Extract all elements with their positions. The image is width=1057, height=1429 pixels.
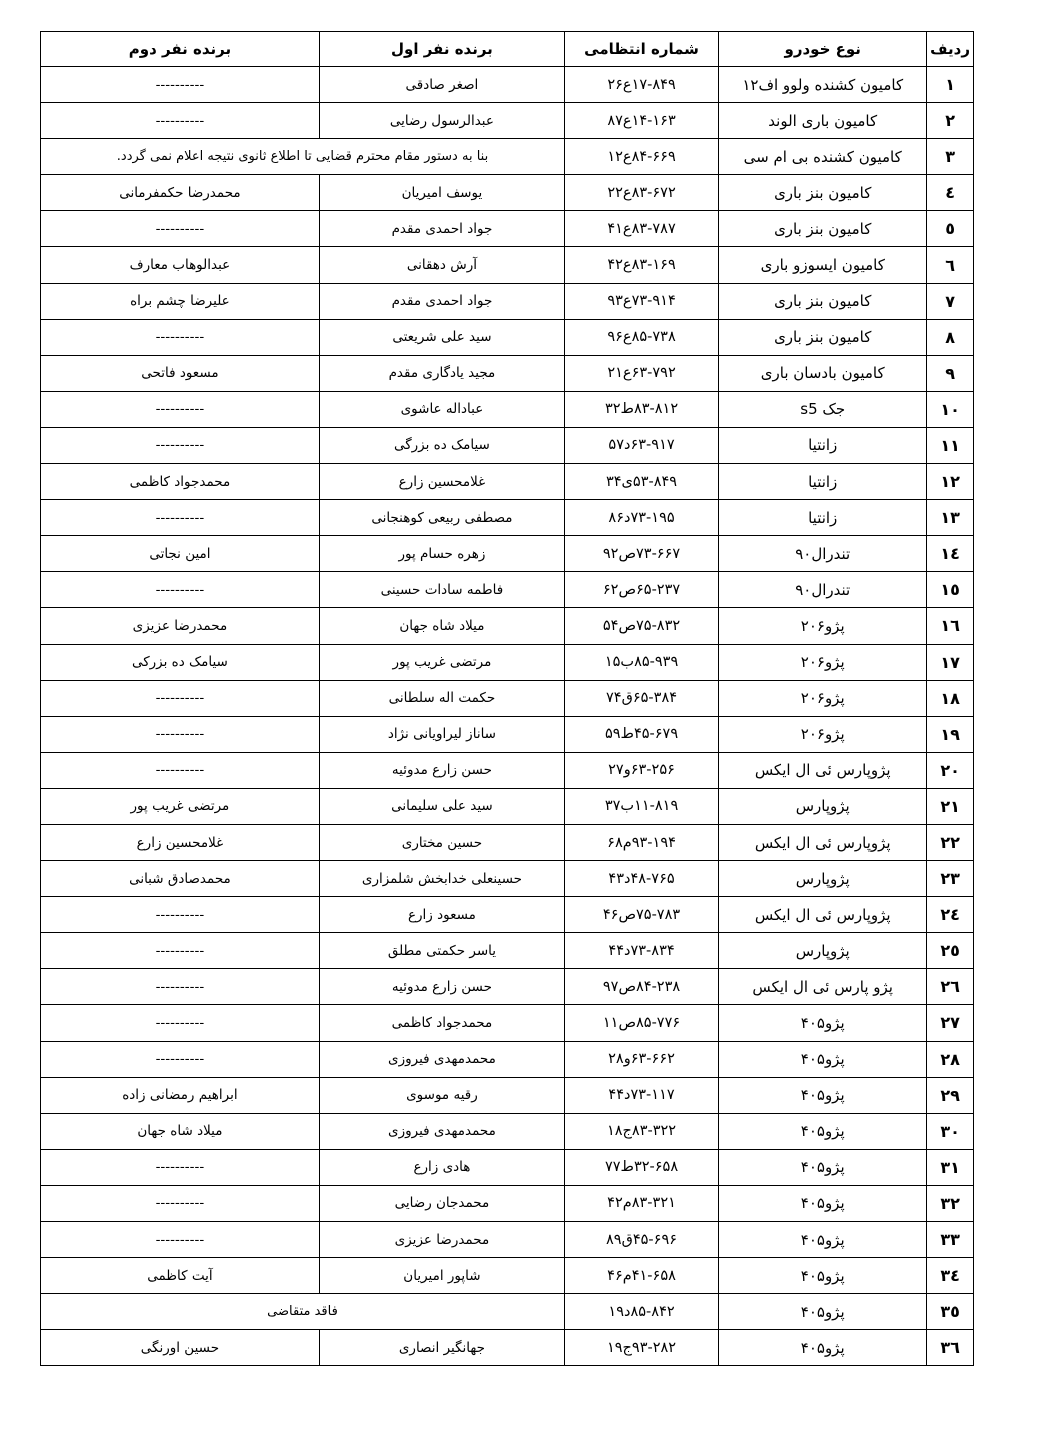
car-type-cell: پژو۴۰۵	[719, 1258, 927, 1294]
second-winner-cell: ----------	[41, 1005, 320, 1041]
plate-number-cell: ۹۳-۲۸۲ج۱۹	[565, 1330, 719, 1366]
car-type-cell: کامیون کشنده ولوو اف۱۲	[719, 67, 927, 103]
table-row	[41, 139, 974, 175]
header-car-type: نوع خودرو	[719, 32, 927, 67]
table-row	[41, 103, 974, 139]
table-row	[41, 752, 974, 788]
row-number: ۲۹	[927, 1077, 974, 1113]
table-row	[41, 391, 974, 427]
first-winner-cell: محمدجواد کاظمی	[319, 1005, 564, 1041]
first-winner-cell: هادی زارع	[319, 1149, 564, 1185]
plate-number-cell: ۷۵-۷۸۳ص۴۶	[565, 897, 719, 933]
row-number: ۱	[927, 67, 974, 103]
row-number: ۹	[927, 355, 974, 391]
first-winner-cell: مجید یادگاری مقدم	[319, 355, 564, 391]
row-number: ٤	[927, 175, 974, 211]
plate-number-cell: ۸۳-۶۷۲ع۲۲	[565, 175, 719, 211]
car-type-cell: پژو۴۰۵	[719, 1185, 927, 1221]
car-type-cell: تندرال۹۰	[719, 536, 927, 572]
car-type-cell: پژوپارس	[719, 788, 927, 824]
car-type-cell: زانتیا	[719, 427, 927, 463]
second-winner-cell: عبدالوهاب معارف	[41, 247, 320, 283]
row-number: ۲۱	[927, 788, 974, 824]
header-plate-number: شماره انتظامی	[565, 32, 719, 67]
car-type-cell: کامیون کشنده بی ام سی	[719, 139, 927, 175]
row-number: ۳۱	[927, 1149, 974, 1185]
table-row	[41, 1185, 974, 1221]
car-type-cell: پژو۴۰۵	[719, 1149, 927, 1185]
table-row	[41, 861, 974, 897]
first-winner-cell: میلاد شاه جهان	[319, 608, 564, 644]
plate-number-cell: ۸۵-۹۳۹ب۱۵	[565, 644, 719, 680]
second-winner-cell: ----------	[41, 933, 320, 969]
car-type-cell: پژو۴۰۵	[719, 1294, 927, 1330]
first-winner-cell: جواد احمدی مقدم	[319, 283, 564, 319]
table-row	[41, 969, 974, 1005]
plate-number-cell: ۱۱-۸۱۹ب۳۷	[565, 788, 719, 824]
row-number: ۲۷	[927, 1005, 974, 1041]
table-row	[41, 464, 974, 500]
plate-number-cell: ۸۳-۳۲۱م۴۲	[565, 1185, 719, 1221]
car-type-cell: پژو پارس ئی ال ایکس	[719, 969, 927, 1005]
second-winner-cell: ----------	[41, 67, 320, 103]
table-row	[41, 427, 974, 463]
first-winner-cell: محمدمهدی فیروزی	[319, 1041, 564, 1077]
plate-number-cell: ۶۳-۷۹۲ع۲۱	[565, 355, 719, 391]
first-winner-cell: حسین مختاری	[319, 824, 564, 860]
first-winner-cell: عبدالرسول رضایی	[319, 103, 564, 139]
table-row	[41, 1294, 974, 1330]
first-winner-cell: مصطفی ربیعی کوهنجانی	[319, 500, 564, 536]
table-row	[41, 824, 974, 860]
first-winner-cell: یاسر حکمتی مطلق	[319, 933, 564, 969]
plate-number-cell: ۶۳-۲۵۶و۲۷	[565, 752, 719, 788]
table-row	[41, 355, 974, 391]
row-number: ۳٤	[927, 1258, 974, 1294]
row-number: ۱۲	[927, 464, 974, 500]
row-number: ۳۰	[927, 1113, 974, 1149]
row-number: ۲۸	[927, 1041, 974, 1077]
plate-number-cell: ۱۷-۸۴۹ع۲۶	[565, 67, 719, 103]
first-winner-cell: جواد احمدی مقدم	[319, 211, 564, 247]
table-row	[41, 933, 974, 969]
first-winner-cell: حکمت اله سلطانی	[319, 680, 564, 716]
table-row	[41, 716, 974, 752]
table-row	[41, 1149, 974, 1185]
plate-number-cell: ۴۵-۶۷۹ط۵۹	[565, 716, 719, 752]
row-number: ۱٦	[927, 608, 974, 644]
row-number: ۱٤	[927, 536, 974, 572]
second-winner-cell: ابراهیم رمضانی زاده	[41, 1077, 320, 1113]
second-winner-cell: غلامحسین زارع	[41, 824, 320, 860]
row-number: ۱۳	[927, 500, 974, 536]
header-first-winner: برنده نفر اول	[319, 32, 564, 67]
car-type-cell: پژوپارس ئی ال ایکس	[719, 897, 927, 933]
car-type-cell: کامیون بنز باری	[719, 283, 927, 319]
row-number: ۲٥	[927, 933, 974, 969]
table-row	[41, 1005, 974, 1041]
row-number: ۲۳	[927, 861, 974, 897]
row-number: ۲٤	[927, 897, 974, 933]
table-row	[41, 788, 974, 824]
first-winner-cell: حسینعلی خدابخش شلمزاری	[319, 861, 564, 897]
first-winner-cell: رقیه موسوی	[319, 1077, 564, 1113]
table-body	[41, 67, 974, 1366]
plate-number-cell: ۸۵-۷۳۸ع۹۶	[565, 319, 719, 355]
row-number: ۱۰	[927, 391, 974, 427]
first-winner-cell: سیامک ده بزرگی	[319, 427, 564, 463]
plate-number-cell: ۸۳-۷۸۷ع۴۱	[565, 211, 719, 247]
car-type-cell: پژو۲۰۶	[719, 644, 927, 680]
plate-number-cell: ۸۳-۳۲۲ج۱۸	[565, 1113, 719, 1149]
row-number: ۳۲	[927, 1185, 974, 1221]
table-row	[41, 897, 974, 933]
first-winner-cell: حسن زارع مدوئیه	[319, 969, 564, 1005]
car-type-cell: زانتیا	[719, 464, 927, 500]
row-number: ۳	[927, 139, 974, 175]
first-winner-cell: عباداله عاشوی	[319, 391, 564, 427]
second-winner-cell: ----------	[41, 1222, 320, 1258]
plate-number-cell: ۶۳-۹۱۷د۵۷	[565, 427, 719, 463]
header-radif: ردیف	[927, 32, 974, 67]
merged-note-cell: فاقد متقاضی	[41, 1294, 565, 1330]
plate-number-cell: ۸۳-۸۱۲ط۳۲	[565, 391, 719, 427]
table-row	[41, 67, 974, 103]
car-type-cell: زانتیا	[719, 500, 927, 536]
car-type-cell: کامیون بنز باری	[719, 319, 927, 355]
second-winner-cell: محمدرضا حکمفرمانی	[41, 175, 320, 211]
plate-number-cell: ۸۵-۷۷۶ص۱۱	[565, 1005, 719, 1041]
plate-number-cell: ۶۵-۲۳۷ص۶۲	[565, 572, 719, 608]
row-number: ۳٦	[927, 1330, 974, 1366]
second-winner-cell: ----------	[41, 1149, 320, 1185]
car-type-cell: پژو۴۰۵	[719, 1041, 927, 1077]
row-number: ۳۳	[927, 1222, 974, 1258]
table-row	[41, 500, 974, 536]
row-number: ۱۷	[927, 644, 974, 680]
plate-number-cell: ۸۴-۲۳۸ص۹۷	[565, 969, 719, 1005]
car-type-cell: تندرال۹۰	[719, 572, 927, 608]
second-winner-cell: ----------	[41, 969, 320, 1005]
first-winner-cell: حسن زارع مدوئیه	[319, 752, 564, 788]
first-winner-cell: سید علی شریعتی	[319, 319, 564, 355]
second-winner-cell: میلاد شاه جهان	[41, 1113, 320, 1149]
plate-number-cell: ۴۱-۶۵۸م۴۶	[565, 1258, 719, 1294]
second-winner-cell: ----------	[41, 103, 320, 139]
second-winner-cell: ----------	[41, 500, 320, 536]
second-winner-cell: ----------	[41, 572, 320, 608]
car-type-cell: پژو۲۰۶	[719, 716, 927, 752]
plate-number-cell: ۷۳-۹۱۴ع۹۳	[565, 283, 719, 319]
plate-number-cell: ۷۵-۸۳۲ص۵۴	[565, 608, 719, 644]
second-winner-cell: ----------	[41, 391, 320, 427]
car-type-cell: جک s5	[719, 391, 927, 427]
car-type-cell: کامیون باری الوند	[719, 103, 927, 139]
first-winner-cell: محمدرضا عزیزی	[319, 1222, 564, 1258]
car-type-cell: کامیون بنز باری	[719, 175, 927, 211]
row-number: ۳٥	[927, 1294, 974, 1330]
plate-number-cell: ۵۳-۸۴۹ی۳۴	[565, 464, 719, 500]
second-winner-cell: مسعود فاتحی	[41, 355, 320, 391]
first-winner-cell: شاپور امیریان	[319, 1258, 564, 1294]
second-winner-cell: آیت کاظمی	[41, 1258, 320, 1294]
first-winner-cell: اصغر صادقی	[319, 67, 564, 103]
table-row	[41, 283, 974, 319]
plate-number-cell: ۱۴-۱۶۳ع۸۷	[565, 103, 719, 139]
plate-number-cell: ۸۳-۱۶۹ع۴۲	[565, 247, 719, 283]
first-winner-cell: فاطمه سادات حسینی	[319, 572, 564, 608]
winners-table	[40, 31, 974, 1366]
second-winner-cell: ----------	[41, 427, 320, 463]
plate-number-cell: ۸۴-۶۶۹ع۱۲	[565, 139, 719, 175]
second-winner-cell: امین نجاتی	[41, 536, 320, 572]
row-number: ۱۱	[927, 427, 974, 463]
first-winner-cell: مرتضی غریب پور	[319, 644, 564, 680]
second-winner-cell: ----------	[41, 319, 320, 355]
first-winner-cell: ساناز لیراویانی نژاد	[319, 716, 564, 752]
car-type-cell: پژو۲۰۶	[719, 680, 927, 716]
table-row	[41, 1077, 974, 1113]
plate-number-cell: ۹۳-۱۹۴م۶۸	[565, 824, 719, 860]
plate-number-cell: ۶۵-۳۸۴ق۷۴	[565, 680, 719, 716]
car-type-cell: کامیون ایسوزو باری	[719, 247, 927, 283]
row-number: ۲۲	[927, 824, 974, 860]
winners-table-container	[40, 31, 974, 1366]
row-number: ۷	[927, 283, 974, 319]
car-type-cell: کامیون بادسان باری	[719, 355, 927, 391]
second-winner-cell: سیامک ده بزرکی	[41, 644, 320, 680]
car-type-cell: کامیون بنز باری	[719, 211, 927, 247]
row-number: ۲۰	[927, 752, 974, 788]
table-row	[41, 1258, 974, 1294]
table-row	[41, 644, 974, 680]
car-type-cell: پژوپارس	[719, 861, 927, 897]
first-winner-cell: غلامحسین زارع	[319, 464, 564, 500]
second-winner-cell: ----------	[41, 1041, 320, 1077]
car-type-cell: پژو۴۰۵	[719, 1330, 927, 1366]
plate-number-cell: ۷۳-۱۹۵د۸۶	[565, 500, 719, 536]
plate-number-cell: ۷۳-۶۶۷ص۹۲	[565, 536, 719, 572]
plate-number-cell: ۳۲-۶۵۸ط۷۷	[565, 1149, 719, 1185]
plate-number-cell: ۷۳-۱۱۷د۴۴	[565, 1077, 719, 1113]
table-row	[41, 608, 974, 644]
second-winner-cell: محمدصادق شبانی	[41, 861, 320, 897]
table-row	[41, 680, 974, 716]
row-number: ۲	[927, 103, 974, 139]
row-number: ٦	[927, 247, 974, 283]
car-type-cell: پژو۴۰۵	[719, 1005, 927, 1041]
table-row	[41, 319, 974, 355]
car-type-cell: پژوپارس	[719, 933, 927, 969]
car-type-cell: پژوپارس ئی ال ایکس	[719, 824, 927, 860]
table-row	[41, 247, 974, 283]
second-winner-cell: محمدجواد کاظمی	[41, 464, 320, 500]
row-number: ٥	[927, 211, 974, 247]
second-winner-cell: حسین اورنگی	[41, 1330, 320, 1366]
row-number: ۱٥	[927, 572, 974, 608]
second-winner-cell: ----------	[41, 716, 320, 752]
table-row	[41, 1222, 974, 1258]
first-winner-cell: زهره حسام پور	[319, 536, 564, 572]
second-winner-cell: ----------	[41, 752, 320, 788]
car-type-cell: پژو۴۰۵	[719, 1222, 927, 1258]
car-type-cell: پژو۴۰۵	[719, 1113, 927, 1149]
row-number: ۸	[927, 319, 974, 355]
first-winner-cell: سید علی سلیمانی	[319, 788, 564, 824]
plate-number-cell: ۴۵-۶۹۶ق۸۹	[565, 1222, 719, 1258]
second-winner-cell: علیرضا چشم براه	[41, 283, 320, 319]
first-winner-cell: محمدجان رضایی	[319, 1185, 564, 1221]
row-number: ۲٦	[927, 969, 974, 1005]
plate-number-cell: ۶۳-۶۶۲و۲۸	[565, 1041, 719, 1077]
table-row	[41, 572, 974, 608]
plate-number-cell: ۴۸-۷۶۵د۴۳	[565, 861, 719, 897]
table-row	[41, 1330, 974, 1366]
header-row	[41, 32, 974, 67]
car-type-cell: پژو۴۰۵	[719, 1077, 927, 1113]
car-type-cell: پژو۲۰۶	[719, 608, 927, 644]
plate-number-cell: ۷۳-۸۳۴د۴۴	[565, 933, 719, 969]
header-second-winner: برنده نفر دوم	[41, 32, 320, 67]
table-row	[41, 1113, 974, 1149]
plate-number-cell: ۸۵-۸۴۲د۱۹	[565, 1294, 719, 1330]
second-winner-cell: ----------	[41, 211, 320, 247]
table-row	[41, 211, 974, 247]
merged-note-cell: بنا به دستور مقام محترم قضایی تا اطلاع ثانوی نتیجه اعلام نمی گردد.	[41, 139, 565, 175]
first-winner-cell: محمدمهدی فیروزی	[319, 1113, 564, 1149]
first-winner-cell: آرش دهقانی	[319, 247, 564, 283]
row-number: ۱۹	[927, 716, 974, 752]
second-winner-cell: ----------	[41, 680, 320, 716]
table-row	[41, 175, 974, 211]
second-winner-cell: ----------	[41, 897, 320, 933]
second-winner-cell: ----------	[41, 1185, 320, 1221]
car-type-cell: پژوپارس ئی ال ایکس	[719, 752, 927, 788]
second-winner-cell: مرتضی غریب پور	[41, 788, 320, 824]
table-row	[41, 536, 974, 572]
first-winner-cell: یوسف امیریان	[319, 175, 564, 211]
first-winner-cell: مسعود زارع	[319, 897, 564, 933]
row-number: ۱۸	[927, 680, 974, 716]
first-winner-cell: جهانگیر انصاری	[319, 1330, 564, 1366]
table-row	[41, 1041, 974, 1077]
second-winner-cell: محمدرضا عزیزی	[41, 608, 320, 644]
